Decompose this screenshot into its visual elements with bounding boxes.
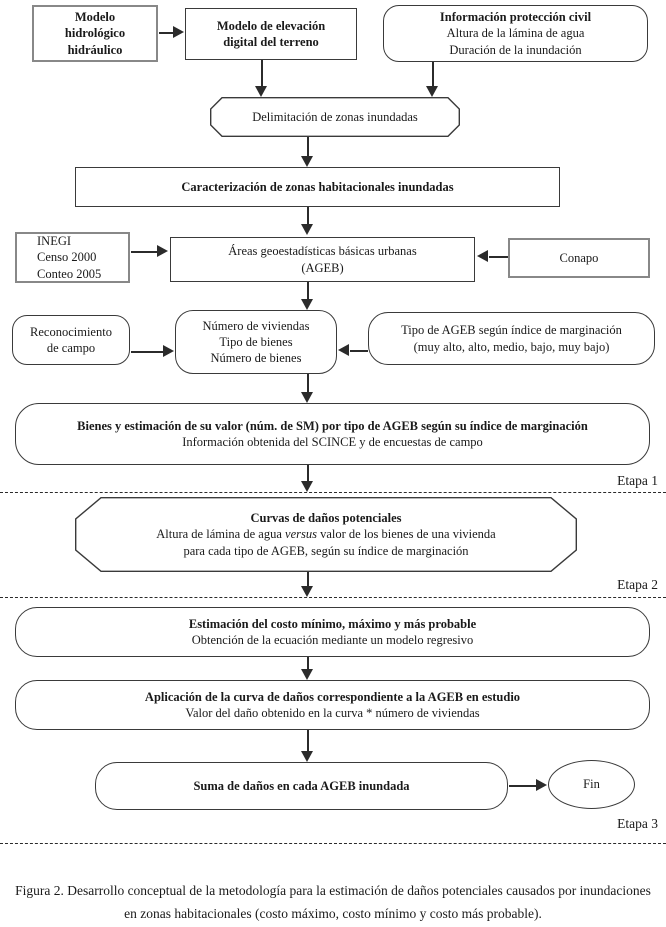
arrowhead-down-icon (301, 299, 313, 310)
arrow-line-hidrologico-elevacion (159, 32, 174, 34)
node-ageb (170, 237, 475, 282)
arrow-line-curvas-estimacion (307, 572, 309, 586)
node-text: Delimitación de zonas inundadas (252, 109, 418, 124)
node-subtitle: Valor del daño obtenido en la curva * número de viviendas (185, 706, 480, 720)
stage-divider-2 (0, 597, 666, 598)
arrow-line-inegi-ageb (131, 251, 157, 253)
node-delimitacion (210, 97, 460, 137)
arrowhead-down-icon (301, 751, 313, 762)
node-text: hidrológico (64, 26, 126, 41)
node-text: Caracterización de zonas habitacionales inundadas (181, 179, 454, 194)
node-title: Estimación del costo mínimo, máximo y más probable (188, 616, 477, 631)
arrowhead-down-icon (301, 156, 313, 167)
arrowhead-down-icon (301, 224, 313, 235)
node-text (156, 526, 496, 542)
node-text: para cada tipo de AGEB, según su índice de marginación (183, 543, 469, 558)
figure-caption-line-2: en zonas habitacionales (costo máximo, costo mínimo y costo más probable). (124, 905, 542, 921)
node-info-proteccion-civil (383, 5, 648, 62)
arrowhead-down-icon (301, 586, 313, 597)
node-text: Modelo de elevación (216, 18, 326, 33)
arrowhead-right-icon (536, 779, 547, 791)
arrow-line-proteccion-delimitacion (432, 62, 434, 86)
node-text: Censo 2000 (37, 250, 97, 265)
node-aplicacion (15, 680, 650, 730)
node-modelo-hidrologico (32, 5, 158, 62)
arrow-line-reconocimiento-viviendas (131, 351, 163, 353)
node-caracterizacion (75, 167, 560, 207)
node-text: Conteo 2005 (37, 266, 102, 281)
arrow-line-delimitacion-caracterizacion (307, 137, 309, 156)
arrow-line-conapo-ageb (489, 256, 508, 258)
stage-divider-3 (0, 843, 666, 844)
arrow-line-viviendas-bienes (307, 374, 309, 392)
arrowhead-down-icon (301, 392, 313, 403)
arrowhead-right-icon (157, 245, 168, 257)
node-inegi (15, 232, 130, 283)
stage-label-etapa-2: Etapa 2 (617, 577, 658, 592)
arrowhead-down-icon (255, 86, 267, 97)
arrowhead-down-icon (426, 86, 438, 97)
node-curvas (75, 497, 577, 572)
arrow-line-caracterizacion-ageb (307, 207, 309, 224)
node-title: Información protección civil (439, 10, 592, 25)
node-text-italic: versus (285, 527, 317, 542)
node-text: Suma de daños en cada AGEB inundada (193, 778, 410, 793)
arrow-line-estimacion-aplicacion (307, 657, 309, 669)
node-subtitle: Información obtenida del SCINCE y de encuestas de campo (182, 435, 483, 449)
node-subtitle: Obtención de la ecuación mediante un modelo regresivo (191, 633, 474, 647)
node-text: Áreas geoestadísticas básicas urbanas (228, 244, 417, 259)
node-text: (muy alto, alto, medio, bajo, muy bajo) (413, 339, 610, 354)
node-conapo (508, 238, 650, 278)
arrow-line-tipoageb-viviendas (350, 350, 368, 352)
node-bienes (15, 403, 650, 465)
stage-label-etapa-1: Etapa 1 (617, 473, 658, 488)
arrowhead-right-icon (173, 26, 184, 38)
figure-caption (0, 880, 666, 926)
node-fin (548, 760, 635, 809)
node-text: Reconocimiento (30, 324, 112, 339)
node-text: de campo (46, 341, 96, 355)
node-estimacion (15, 607, 650, 657)
node-text: Duración de la inundación (449, 42, 582, 57)
node-text-part: valor de los bienes de una vivienda (316, 527, 496, 542)
arrowhead-left-icon (338, 344, 349, 356)
node-text: Altura de la lámina de agua (446, 26, 585, 41)
node-viviendas (175, 310, 337, 374)
arrowhead-left-icon (477, 250, 488, 262)
node-title: Bienes y estimación de su valor (núm. de SM) por tipo de AGEB según su índice de marginación (77, 418, 588, 433)
stage-label-etapa-3: Etapa 3 (617, 816, 658, 831)
node-text: hidráulico (67, 42, 123, 57)
arrow-line-aplicacion-suma (307, 730, 309, 751)
arrowhead-down-icon (301, 481, 313, 492)
node-text: Tipo de bienes (219, 334, 293, 349)
node-text: Modelo (74, 10, 116, 25)
node-modelo-elevacion (185, 8, 357, 60)
arrow-line-bienes-curvas (307, 465, 309, 481)
node-text: (AGEB) (301, 260, 344, 275)
node-text: Conapo (559, 250, 599, 265)
node-title: Aplicación de la curva de daños correspondiente a la AGEB en estudio (144, 689, 521, 704)
arrowhead-right-icon (163, 345, 174, 357)
node-tipo-ageb (368, 312, 655, 365)
node-text: digital del terreno (223, 35, 319, 49)
node-text: Número de viviendas (202, 318, 310, 333)
node-text-part: Altura de lámina de agua (156, 527, 286, 542)
arrow-line-suma-fin (509, 785, 536, 787)
node-text: Tipo de AGEB según índice de marginación (401, 323, 622, 338)
figure-caption-line-1: Figura 2. Desarrollo conceptual de la metodología para la estimación de daños potenciales causados por inundaciones (15, 883, 651, 898)
stage-divider-1 (0, 492, 666, 493)
node-text: Número de bienes (210, 351, 302, 366)
node-suma (95, 762, 508, 810)
arrow-line-ageb-viviendas (307, 282, 309, 299)
node-text: Fin (583, 777, 600, 792)
arrowhead-down-icon (301, 669, 313, 680)
node-text: INEGI (37, 234, 72, 249)
node-reconocimiento (12, 315, 130, 365)
node-title: Curvas de daños potenciales (250, 511, 402, 526)
arrow-line-elevacion-delimitacion (261, 60, 263, 86)
